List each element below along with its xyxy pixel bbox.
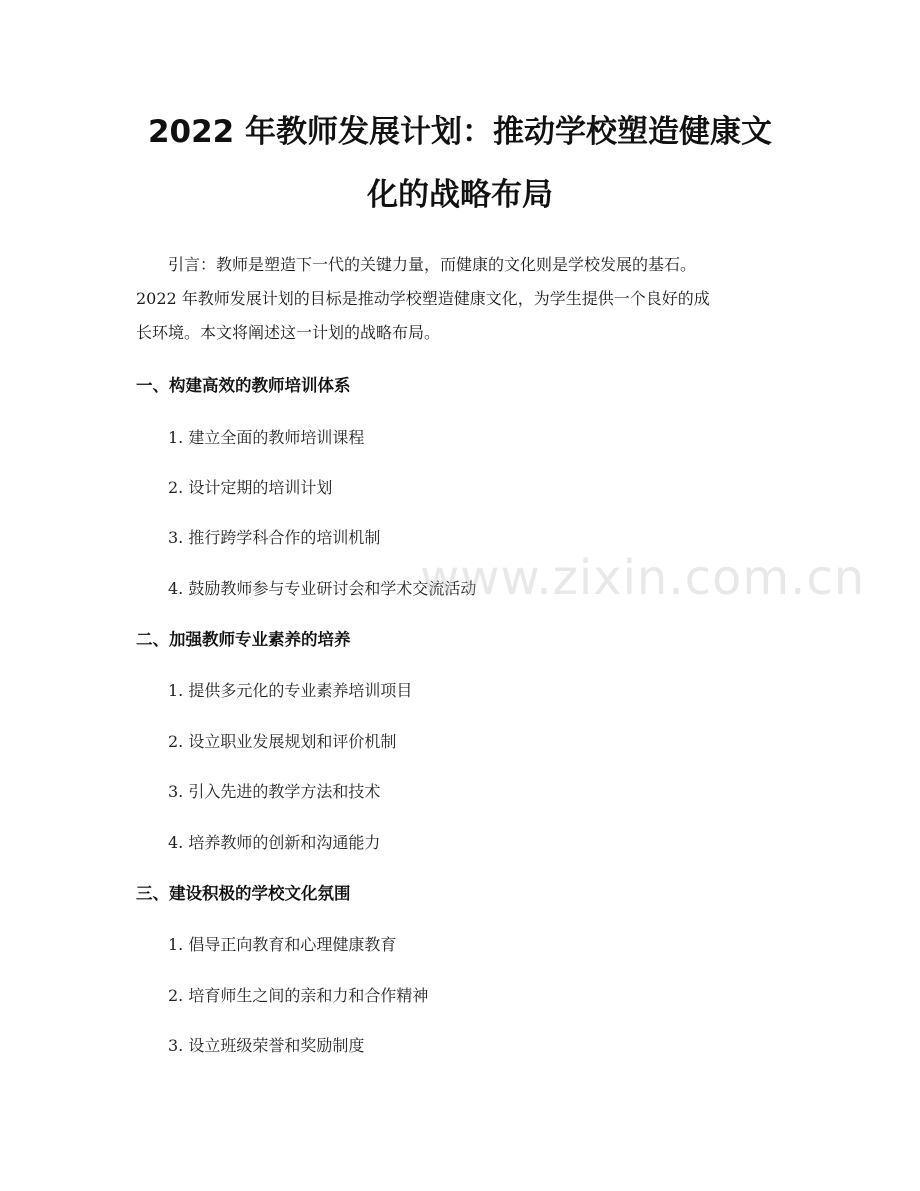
list-item: 3. 引入先进的教学方法和技术: [168, 782, 381, 801]
list-item: 4. 培养教师的创新和沟通能力: [168, 833, 381, 852]
list-item: 2. 设立职业发展规划和评价机制: [168, 732, 397, 751]
section-heading: 一、构建高效的教师培训体系: [136, 376, 351, 395]
page-title-line-1: 2022 年教师发展计划：推动学校塑造健康文: [147, 114, 773, 150]
intro-paragraph: [136, 248, 786, 350]
list-item: 1. 建立全面的教师培训课程: [168, 428, 365, 447]
intro-line: 长环境。本文将阐述这一计划的战略布局。: [136, 323, 441, 342]
list-item: 4. 鼓励教师参与专业研讨会和学术交流活动: [168, 579, 477, 598]
watermark-text: www.zixin.com.cn: [420, 550, 866, 606]
section-heading: 三、建设积极的学校文化氛围: [136, 884, 351, 903]
list-item: 2. 设计定期的培训计划: [168, 478, 333, 497]
page-title-line-2: 化的战略布局: [367, 177, 553, 213]
list-item: 3. 设立班级荣誉和奖励制度: [168, 1036, 365, 1055]
list-item: 1. 倡导正向教育和心理健康教育: [168, 935, 397, 954]
list-item: 1. 提供多元化的专业素养培训项目: [168, 681, 413, 700]
list-item: 2. 培育师生之间的亲和力和合作精神: [168, 986, 429, 1005]
intro-line: 引言：教师是塑造下一代的关键力量，而健康的文化则是学校发展的基石。: [168, 255, 697, 274]
list-item: 3. 推行跨学科合作的培训机制: [168, 528, 381, 547]
intro-line: 2022 年教师发展计划的目标是推动学校塑造健康文化，为学生提供一个良好的成: [136, 289, 710, 308]
section-heading: 二、加强教师专业素养的培养: [136, 630, 351, 649]
